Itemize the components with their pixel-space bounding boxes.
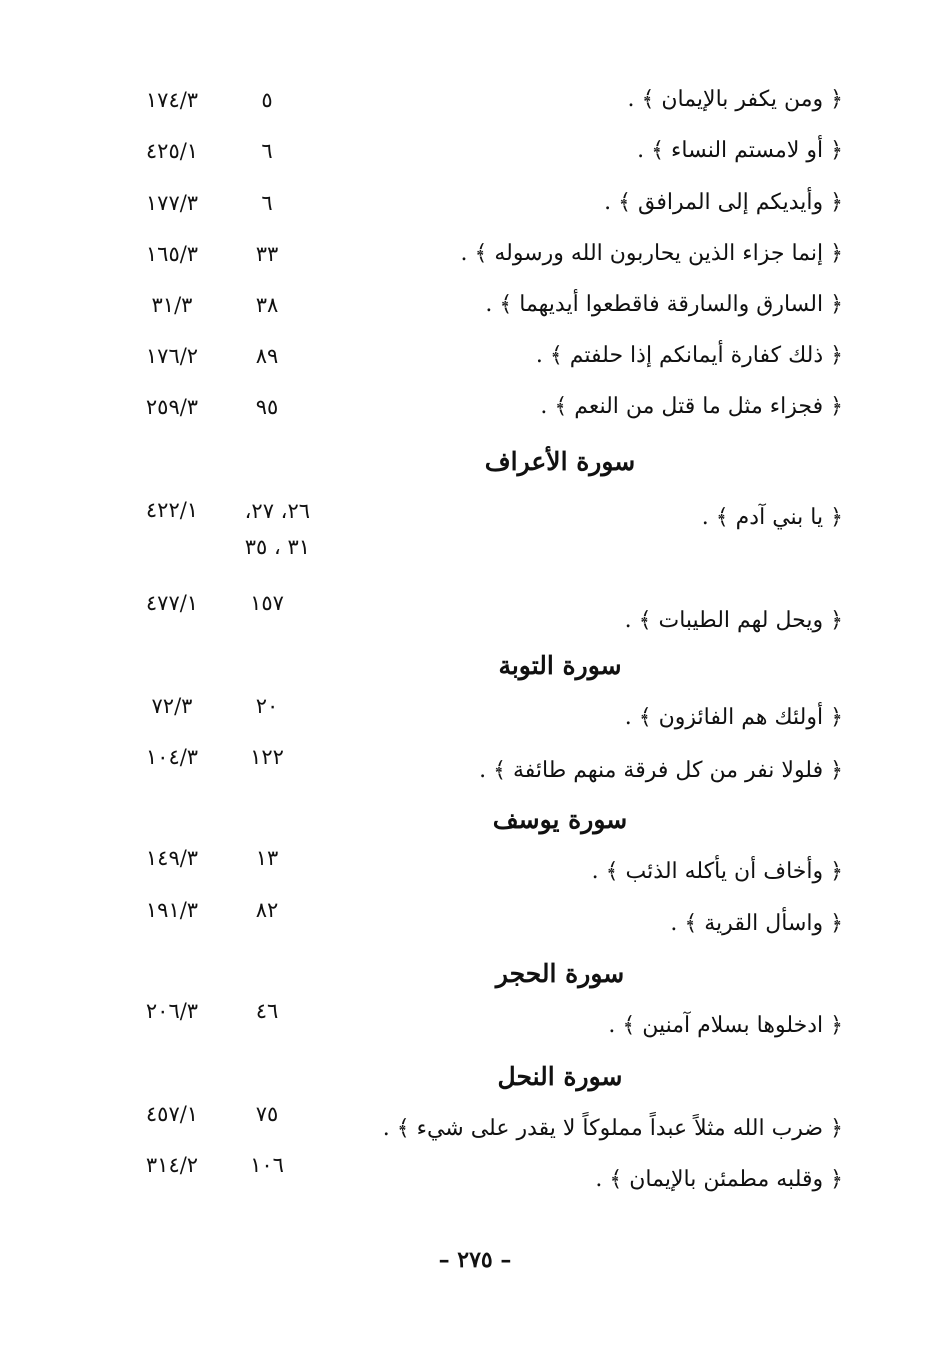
verse-text: ﴿ إنما جزاء الذين يحاربون الله ورسوله ﴾ . <box>460 241 843 266</box>
aya-number: ٩٥ <box>255 395 279 419</box>
page-reference: ١٧٤/٣ <box>145 88 199 112</box>
page-reference: ٧٢/٣ <box>151 694 193 718</box>
verse-text: ﴿ يا بني آدم ﴾ . <box>701 505 843 530</box>
verse-text: ﴿ وأخاف أن يأكله الذئب ﴾ . <box>591 859 843 884</box>
surah-heading: سورة التوبة <box>498 651 622 680</box>
index-row <box>0 131 951 171</box>
index-row <box>0 387 951 427</box>
page-reference: ١٠٤/٣ <box>145 745 199 769</box>
aya-number: ٦ <box>261 191 273 215</box>
index-row <box>0 991 951 1051</box>
page-reference: ٤٢٥/١ <box>145 139 199 163</box>
page-reference: ٣١/٣ <box>151 293 193 317</box>
aya-number: ٧٥ <box>255 1102 279 1126</box>
page-reference: ٤٧٧/١ <box>145 591 199 615</box>
page-reference: ١٩١/٣ <box>145 898 199 922</box>
aya-number: ٥ <box>261 88 273 112</box>
page-reference: ٢٥٩/٣ <box>145 395 199 419</box>
aya-number: ٤٦ <box>255 999 279 1023</box>
aya-number: ١٥٧ <box>250 591 284 615</box>
aya-number: ٢٦، ٢٧، <box>244 499 310 523</box>
aya-number: ١٠٦ <box>250 1153 284 1177</box>
verse-text: ﴿ ومن يكفر بالإيمان ﴾ . <box>627 87 843 112</box>
page-reference: ٣١٤/٢ <box>145 1153 199 1177</box>
index-row <box>0 492 951 572</box>
index-row <box>0 838 951 898</box>
surah-heading: سورة الحجر <box>495 959 625 988</box>
page-reference: ١٦٥/٣ <box>145 242 199 266</box>
aya-number: ٣٣ <box>255 242 279 266</box>
aya-number: ٣٨ <box>255 293 279 317</box>
verse-text: ﴿ أو لامستم النساء ﴾ . <box>637 138 843 163</box>
page-reference: ٢٠٦/٣ <box>145 999 199 1023</box>
aya-number: ٨٢ <box>255 898 279 922</box>
verse-text: ﴿ وأيديكم إلى المرافق ﴾ . <box>604 190 843 215</box>
index-row <box>0 234 951 274</box>
page-reference: ٤٥٧/١ <box>145 1102 199 1126</box>
aya-number: ٨٩ <box>255 344 279 368</box>
verse-text: ﴿ وقلبه مطمئن بالإيمان ﴾ . <box>595 1167 843 1192</box>
aya-number: ٢٠ <box>255 694 279 718</box>
aya-number: ١٣ <box>255 846 279 870</box>
index-row <box>0 285 951 325</box>
index-row <box>0 737 951 797</box>
verse-text: ﴿ ذلك كفارة أيمانكم إذا حلفتم ﴾ . <box>535 343 843 368</box>
verse-text: ﴿ فلولا نفر من كل فرقة منهم طائفة ﴾ . <box>479 758 843 783</box>
surah-heading: سورة النحل <box>497 1062 623 1091</box>
page-number: – ٢٧٥ – <box>438 1247 512 1273</box>
page-reference: ١٤٩/٣ <box>145 846 199 870</box>
page-reference: ٤٢٢/١ <box>145 498 199 522</box>
verse-text: ﴿ ويحل لهم الطيبات ﴾ . <box>624 608 843 633</box>
verse-text: ﴿ ادخلوها بسلام آمنين ﴾ . <box>608 1013 843 1038</box>
index-row <box>0 183 951 223</box>
aya-number: ٦ <box>261 139 273 163</box>
index-row <box>0 1145 951 1205</box>
page-reference: ١٧٦/٢ <box>145 344 199 368</box>
verse-text: ﴿ ضرب الله مثلاً عبداً مملوكاً لا يقدر على شيء ﴾ . <box>382 1116 843 1141</box>
surah-heading: سورة الأعراف <box>484 447 636 476</box>
aya-number: ١٢٢ <box>250 745 284 769</box>
verse-text: ﴿ السارق والسارقة فاقطعوا أيديهما ﴾ . <box>485 292 843 317</box>
index-row <box>0 890 951 950</box>
verse-text: ﴿ فجزاء مثل ما قتل من النعم ﴾ . <box>540 394 843 419</box>
verse-text: ﴿ واسأل القرية ﴾ . <box>670 911 843 936</box>
index-row <box>0 336 951 376</box>
index-row <box>0 80 951 120</box>
aya-number: ٣١ ، ٣٥ <box>244 535 310 559</box>
verse-text: ﴿ أولئك هم الفائزون ﴾ . <box>624 705 843 730</box>
page-reference: ١٧٧/٣ <box>145 191 199 215</box>
index-row <box>0 583 951 643</box>
surah-heading: سورة يوسف <box>492 805 628 834</box>
